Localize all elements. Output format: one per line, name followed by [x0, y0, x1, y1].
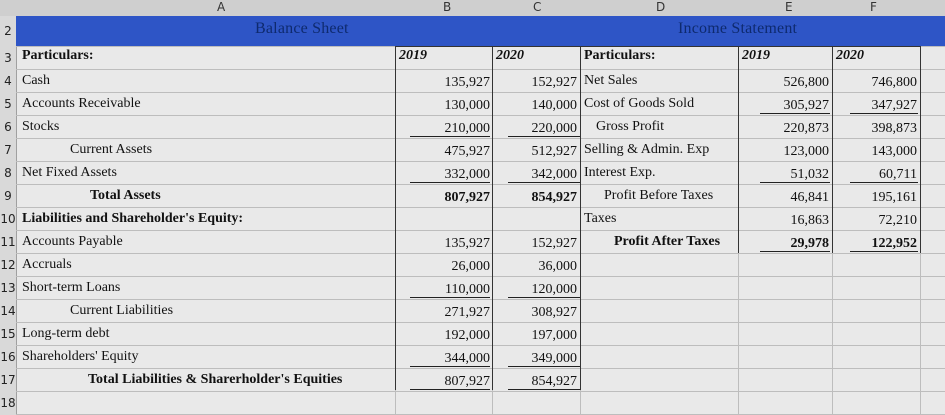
row-number[interactable]: 8 — [4, 165, 12, 180]
income-value-2020: 347,927 — [871, 98, 917, 113]
gridline-horizontal — [16, 92, 945, 93]
balance-row-label: Short-term Loans — [22, 280, 121, 295]
balance-row-label: Stocks — [22, 119, 60, 134]
balance-row-label: Cash — [22, 73, 50, 88]
gridline-horizontal — [16, 322, 945, 323]
balance-value-2019: 807,927 — [444, 374, 490, 389]
income-value-2019: 16,863 — [790, 213, 829, 228]
income-row-label: Gross Profit — [596, 119, 665, 134]
row-number[interactable]: 15 — [0, 326, 16, 341]
balance-row-label: Accounts Payable — [22, 234, 123, 249]
balance-particulars-header: Particulars: — [22, 48, 94, 63]
gridline-horizontal — [16, 230, 945, 231]
row-number[interactable]: 3 — [4, 50, 12, 65]
income-row-label: Cost of Goods Sold — [584, 96, 695, 111]
table-border — [395, 46, 920, 47]
income-row-label: Interest Exp. — [584, 165, 656, 180]
income-value-2020: 60,711 — [879, 167, 917, 182]
subtotal-underline — [508, 389, 580, 390]
balance-value-2019: 192,000 — [444, 328, 490, 343]
row-number[interactable]: 11 — [0, 234, 16, 249]
balance-value-2020: 36,000 — [538, 259, 577, 274]
income-value-2019: 220,873 — [783, 121, 829, 136]
subtotal-underline — [508, 182, 580, 183]
gridline-horizontal — [16, 299, 945, 300]
subtotal-underline — [850, 113, 918, 114]
column-header-c[interactable]: C — [533, 0, 542, 14]
income-row-label: Profit After Taxes — [614, 234, 721, 249]
balance-row-label: Accounts Receivable — [22, 96, 141, 111]
income-value-2019: 46,841 — [790, 190, 829, 205]
balance-value-2020: 512,927 — [531, 144, 577, 159]
income-statement-title: Income Statement — [678, 20, 798, 37]
balance-value-2020: 308,927 — [531, 305, 577, 320]
balance-value-2019: 26,000 — [451, 259, 490, 274]
balance-row-label: Accruals — [22, 257, 72, 272]
balance-value-2019: 271,927 — [444, 305, 490, 320]
balance-row-label: Shareholders' Equity — [22, 349, 139, 364]
subtotal-underline — [850, 182, 918, 183]
income-row-label: Profit Before Taxes — [604, 188, 714, 203]
balance-value-2019: 344,000 — [444, 351, 490, 366]
gridline-horizontal — [16, 207, 945, 208]
balance-year-2020: 2020 — [496, 48, 524, 63]
balance-value-2019: 807,927 — [444, 190, 490, 205]
income-value-2020: 746,800 — [871, 75, 917, 90]
income-value-2020: 143,000 — [871, 144, 917, 159]
income-value-2020: 72,210 — [878, 213, 917, 228]
column-header-e[interactable]: E — [785, 0, 793, 14]
income-value-2019: 123,000 — [783, 144, 829, 159]
column-header-d[interactable]: D — [656, 0, 666, 14]
income-value-2019: 29,978 — [790, 236, 829, 251]
gridline-horizontal — [16, 391, 945, 392]
subtotal-underline — [508, 366, 580, 367]
subtotal-underline — [508, 136, 580, 137]
column-header-bar — [0, 0, 945, 17]
subtotal-underline — [410, 389, 490, 390]
balance-row-label: Net Fixed Assets — [22, 165, 117, 180]
balance-value-2020: 854,927 — [531, 190, 577, 205]
balance-row-label: Total Liabilities & Sharerholder's Equities — [88, 372, 343, 387]
row-number[interactable]: 5 — [4, 96, 12, 111]
balance-value-2019: 135,927 — [444, 75, 490, 90]
income-value-2019: 526,800 — [783, 75, 829, 90]
balance-value-2020: 197,000 — [531, 328, 577, 343]
column-header-a[interactable]: A — [217, 0, 226, 14]
subtotal-underline — [508, 297, 580, 298]
balance-value-2020: 152,927 — [531, 236, 577, 251]
balance-value-2019: 135,927 — [444, 236, 490, 251]
table-border — [395, 46, 396, 390]
gridline-horizontal — [16, 253, 945, 254]
subtotal-underline — [760, 182, 830, 183]
row-number[interactable]: 17 — [0, 372, 16, 387]
subtotal-underline — [760, 113, 830, 114]
subtotal-underline — [410, 366, 490, 367]
gridline-horizontal — [16, 345, 945, 346]
balance-row-label: Total Assets — [90, 188, 161, 203]
balance-value-2019: 130,000 — [444, 98, 490, 113]
row-number[interactable]: 7 — [4, 142, 12, 157]
gridline-horizontal — [16, 368, 945, 369]
table-border — [492, 46, 493, 390]
gridline-horizontal — [16, 184, 945, 185]
subtotal-underline — [760, 251, 830, 252]
income-row-label: Selling & Admin. Exp — [584, 142, 710, 157]
income-row-label: Net Sales — [584, 73, 638, 88]
income-year-2019: 2019 — [742, 48, 770, 63]
balance-row-label: Current Assets — [70, 142, 153, 157]
balance-row-label: Liabilities and Shareholder's Equity: — [22, 211, 244, 226]
income-year-2020: 2020 — [836, 48, 864, 63]
title-band — [16, 16, 945, 46]
income-value-2019: 305,927 — [783, 98, 829, 113]
table-border — [920, 46, 921, 253]
gridline-horizontal — [16, 138, 945, 139]
row-number[interactable]: 12 — [0, 257, 16, 272]
row-number[interactable]: 18 — [0, 395, 16, 410]
column-header-b[interactable]: B — [443, 0, 452, 14]
balance-sheet-title: Balance Sheet — [255, 20, 349, 37]
table-border — [738, 46, 739, 253]
subtotal-underline — [850, 251, 918, 252]
table-border — [832, 46, 833, 253]
row-number[interactable]: 14 — [0, 303, 16, 318]
balance-value-2019: 210,000 — [444, 121, 490, 136]
balance-value-2020: 120,000 — [531, 282, 577, 297]
balance-value-2020: 342,000 — [531, 167, 577, 182]
column-header-f[interactable]: F — [870, 0, 877, 14]
row-number[interactable]: 16 — [0, 349, 16, 364]
row-number[interactable]: 4 — [4, 73, 12, 88]
subtotal-underline — [410, 182, 490, 183]
row-number[interactable]: 6 — [4, 119, 12, 134]
row-number[interactable]: 10 — [0, 211, 16, 226]
balance-year-2019: 2019 — [399, 48, 427, 63]
row-number[interactable]: 13 — [0, 280, 16, 295]
row-number[interactable]: 9 — [4, 188, 12, 203]
income-row-label: Taxes — [584, 211, 617, 226]
income-particulars-header: Particulars: — [584, 48, 656, 63]
balance-value-2019: 110,000 — [445, 282, 490, 297]
subtotal-underline — [410, 297, 490, 298]
balance-value-2020: 220,000 — [531, 121, 577, 136]
balance-value-2019: 332,000 — [444, 167, 490, 182]
gridline-horizontal — [16, 276, 945, 277]
row-number[interactable]: 2 — [4, 24, 12, 38]
balance-value-2020: 349,000 — [531, 351, 577, 366]
gridline-horizontal — [16, 115, 945, 116]
income-value-2020: 398,873 — [871, 121, 917, 136]
balance-row-label: Long-term debt — [22, 326, 110, 341]
balance-row-label: Current Liabilities — [70, 303, 174, 318]
gridline-horizontal — [16, 69, 945, 70]
income-value-2019: 51,032 — [790, 167, 829, 182]
balance-value-2020: 140,000 — [531, 98, 577, 113]
income-value-2020: 195,161 — [871, 190, 917, 205]
subtotal-underline — [410, 136, 490, 137]
table-border — [580, 46, 581, 390]
income-value-2020: 122,952 — [871, 236, 917, 251]
gridline-horizontal — [16, 161, 945, 162]
balance-value-2020: 152,927 — [531, 75, 577, 90]
balance-value-2019: 475,927 — [444, 144, 490, 159]
balance-value-2020: 854,927 — [531, 374, 577, 389]
